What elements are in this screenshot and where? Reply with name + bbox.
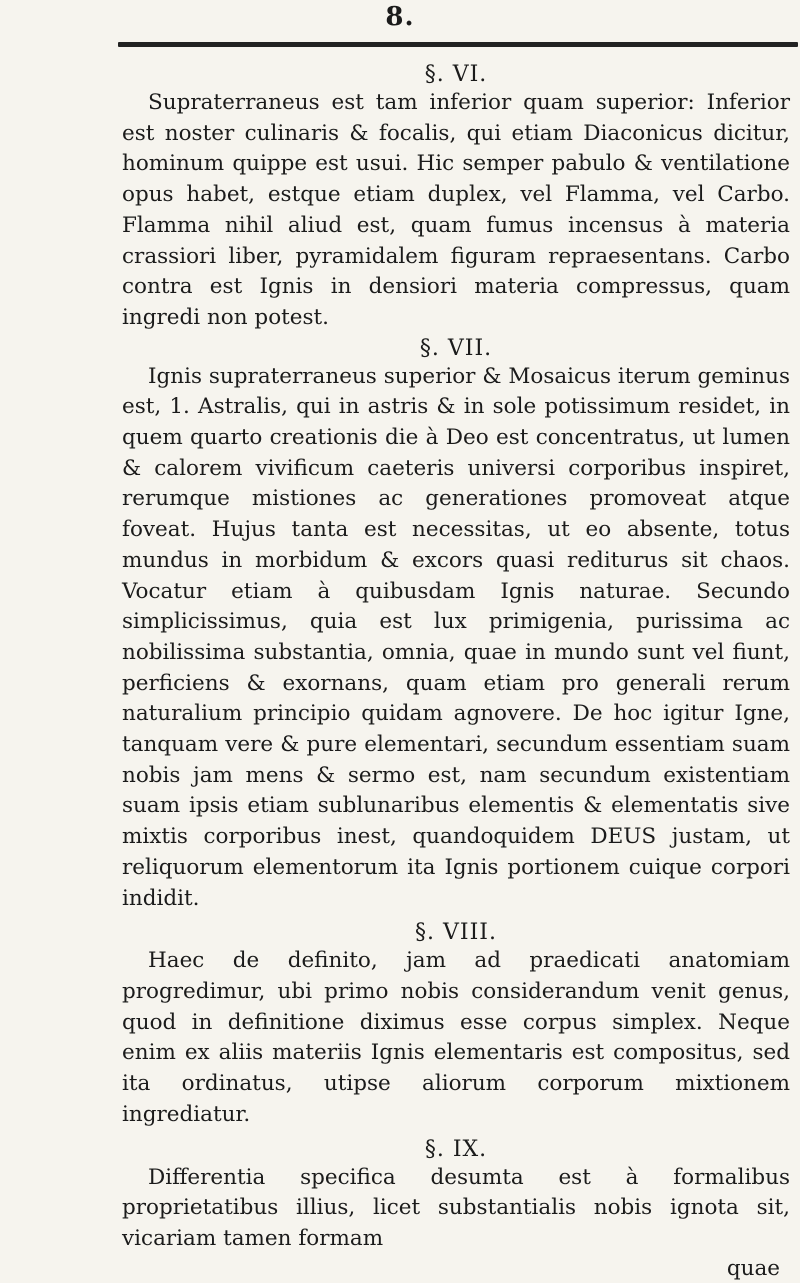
section-paragraph-6 [122,88,790,334]
page-content [122,60,790,1283]
header-rule [118,42,798,47]
paragraph-text: Ignis supraterraneus superior & Mosaicus iterum geminus est, 1. Astralis, qui in astris & in sole potissimum residet, in quem quarto creationis die à Deo est concentratus, ut lumen & calorem vivificum caeteris universi corporibus inspiret, rerumque mistiones ac generationes promoveat atque foveat. Hujus tanta est necessitas, ut eo absente, totus mundus in morbidum & excors quasi rediturus sit chaos. Vocatur etiam à quibusdam Ignis naturae. Secundo simplicissimus, quia est lux primigenia, purissima ac nobilissima substantia, omnia, quae in mundo sunt vel fiunt, perficiens & exornans, quam etiam pro generali rerum naturalium principio quidam agnovere. De hoc igitur Igne, tanquam vere & pure elementari, secundum essentiam suam nobis jam mens & sermo est, nam secundum existentiam suam ipsis etiam sublunaribus elementis & elementatis sive mixtis corporibus inest, quandoquidem DEUS justam, ut reliquorum elementorum ita Ignis portionem cuique corpori indidit. [122,363,790,911]
catchword: quae [726,1255,780,1281]
section-heading-8: §. VIII. [415,920,497,946]
section-heading-7: §. VII. [419,335,493,361]
section-paragraph-8 [122,946,790,1130]
section-paragraph-9 [122,1163,790,1255]
paragraph-text: Haec de definito, jam ad praedicati anatomiam progredimur, ubi primo nobis considerandum venit genus, quod in definitione diximus esse corpus simplex. Neque enim ex aliis materiis Ignis elementaris est compositus, sed ita ordinatus, utipse aliorum corporum mixtionem ingrediatur. [122,948,790,1127]
section-heading-6: §. VI. [424,62,488,87]
section-paragraph-7 [122,362,790,915]
page-number: 8. [385,2,415,32]
paragraph-text: Differentia specifica desumta est à formalibus proprietatibus illius, licet substantialis nobis ignota sit, vicariam tamen formam [122,1164,790,1251]
section-heading-9: §. IX. [424,1136,488,1162]
paragraph-text: Supraterraneus est tam inferior quam superior: Inferior est noster culinaris & focalis, qui etiam Diaconicus dicitur, hominum quippe est usui. Hic semper pabulo & ventilatione opus habet, estque etiam duplex, vel Flamma, vel Carbo. Flamma nihil aliud est, quam fumus incensus à materia crassiori liber, pyramidalem figuram repraesentans. Carbo contra est Ignis in densiori materia compressus, quam ingredi non potest. [122,90,790,330]
